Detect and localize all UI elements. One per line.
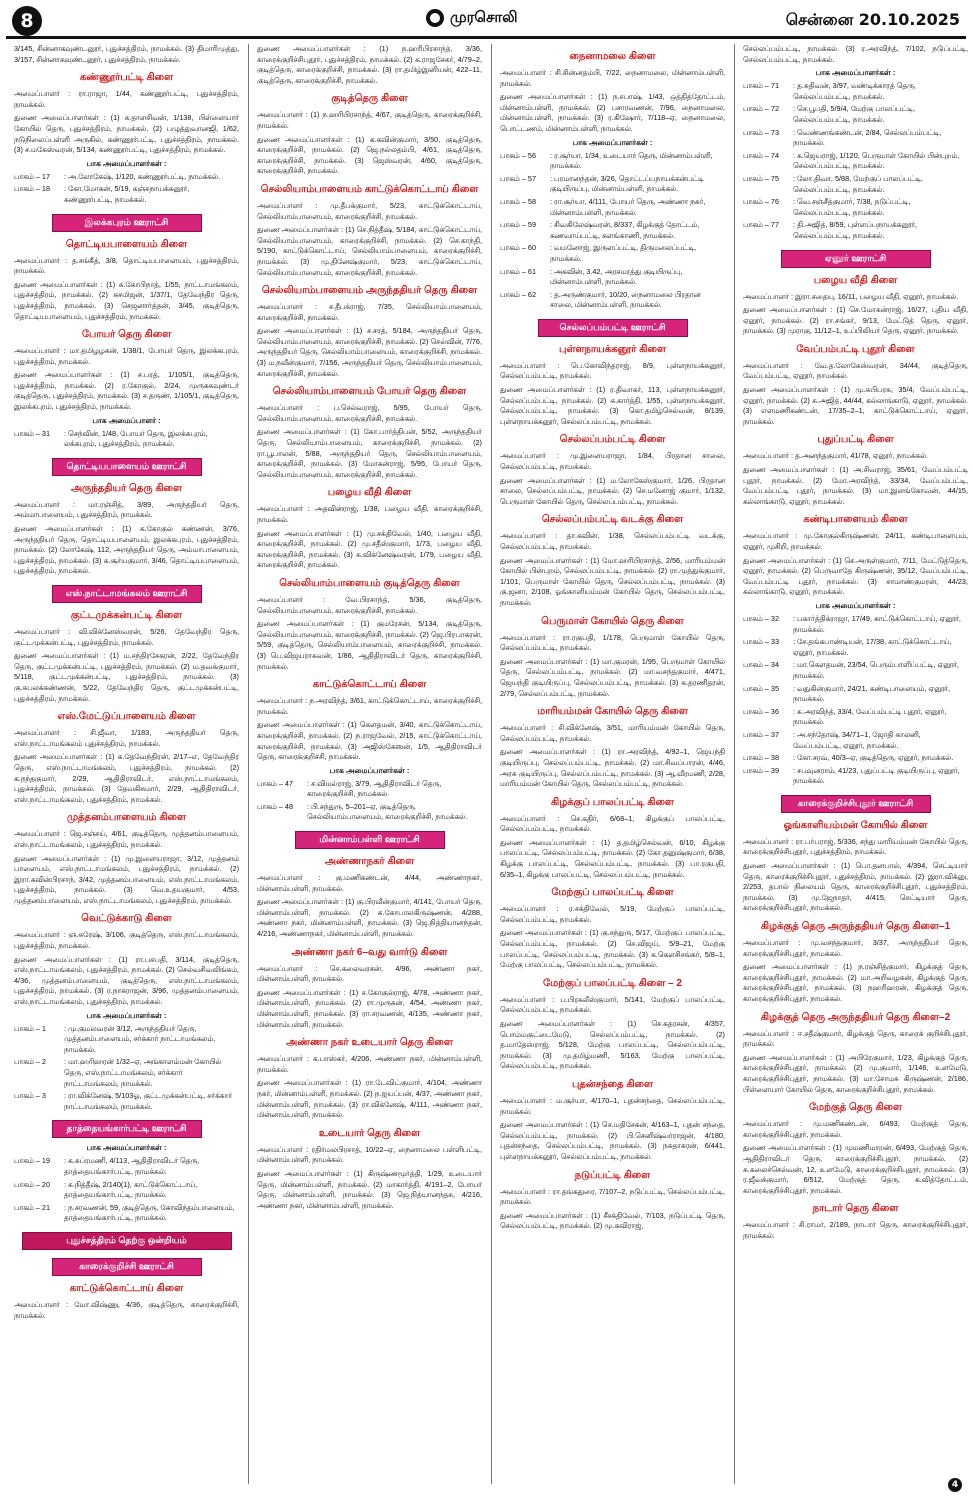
branch-title: செல்லப்பம்பட்டி கிளை	[559, 434, 666, 446]
organiser: அமைப்பாளர் : தா.கவின், 1/38, செல்லப்பம்பட்டி வடக்கு, செல்லப்பம்பட்டி, நாமக்கல்.	[500, 531, 725, 551]
deputy-organisers: துணை அமைப்பாளர்கள் : (1) மோ.ஹரிபிரசாந்த், 2/56, மாரியம்மன் கோயில் பின்புறம், செல்லப்பம்பட்டி, நாமக்கல். (2) ரா.முத்துக்குமார், 1/101, பெருமாள் கோயில் தெரு, செல்லப்பம்பட்டி, நாமக்கல். (3) கு.ஜனா, 2/108, ஓங்காளியம்மன் கோயில் தெரு, செல்லப்பம்பட்டி, நாமக்கல்.	[500, 555, 725, 607]
branch-title: கண்டிபாளையம் கிளை	[803, 514, 908, 526]
panchayat-heading: ஏனூர் ஊராட்சி	[781, 250, 931, 268]
booth-heading: பாக அமைப்பாளர்கள் :	[572, 137, 653, 147]
booth-heading: பாக அமைப்பாளர்கள் :	[815, 600, 896, 610]
continued-text: துணை அமைப்பாளர்கள் : (1) ந.ஹரிபிரசாந்த், 3/36, காரைக்குறிச்சிபுதூர், புதுச்சத்திரம், நாமக்கல். (2) க.ராஜசேகர், 4/79–2, குடித்தெரு, காரைக்குறிச்சி, நாமக்கல். (3) ரா.தமிழ்இனியன், 422–11, குடித்தெரு, காரைக்குறிச்சி, நாமக்கல்.	[257, 44, 482, 85]
branch-title: காட்டுக்கொட்டாய் கிளை	[69, 1282, 184, 1294]
deputy-organisers: துணை அமைப்பாளர்கள் : (1) த.தமிழ்செல்வன், 6/10, கிழக்கு பாலப்பட்டி, செல்லப்பம்பட்டி, நாமக்கல். (2) கோ.தனுஷ்குமார், 6/38, கிழக்கு பாலப்பட்டி, செல்லப்பம்பட்டி, நாமக்கல். (3) பா.ரகுபதி, 6/35–1, கிழக்கு பாலப்பட்டி, செல்லப்பம்பட்டி, நாமக்கல்.	[500, 837, 725, 879]
booth-row: பாகம் – 17 : அ.லோகேஷ், 1/120, கண்ணூர்பட்டி, நாமக்கல்.	[14, 171, 221, 181]
deputy-organisers: துணை அமைப்பாளர்கள் : (1) க.கோகுல் கண்ணன், 3/76, அருந்ததியர் தெரு, தொட்டியபாளையம், இலக்கபுரம், புதுச்சத்திரம், நாமக்கல். (2) லோகேஷ், 112, அருந்ததியர் தெரு, அம்மாபாளையம், புதுச்சத்திரம், நாமக்கல். (3) க.சூர்யகுமார், 3/46, தொட்டியபாளையம், புதுச்சத்திரம், நாமக்கல்.	[14, 524, 239, 576]
organiser: அமைப்பாளர் : மா.ரஞ்சித், 3/89, அருந்ததியர் தெரு, அம்மாபாளையம், புதுச்சத்திரம், நாமக்கல்.	[14, 499, 239, 520]
organiser: அமைப்பாளர் : த.சங்கீத், 3/8, தொட்டியபாளையம், புதுச்சத்திரம், நாமக்கல்.	[14, 255, 239, 276]
deputy-organisers: துணை அமைப்பாளர்கள் : (1) அ.சிவராஜ், 35/61, வேப்பம்பட்டி புதூர், நாமக்கல். (2) மோ.அரவிந்த், 33/34, வேப்பம்பட்டி, வேப்பம்பட்டி புதூர், நாமக்கல். (3) மா.இளங்கோவன், 44/15, கல்லாங்காடு, ஏனூர், நாமக்கல்.	[743, 465, 968, 506]
branch-title: செல்லியாம்பாளையம் குடித்தெரு கிளை	[279, 577, 460, 589]
booth-row: பாகம் – 47 : ச.விமல்ராஜ், 3/79, ஆதிதிராவிடர் தெரு, காரைக்குறிச்சி, நாமக்கல்.	[257, 778, 442, 799]
booth-row: பாகம் – 1 : மு.குமலவரன் 3/12, அருந்ததியர் தெரு, முத்தனம்பாளையம், சர்க்கார் நாட்டாமங்கலம், நாமக்கல்.	[14, 1023, 216, 1054]
deputy-organisers: துணை அமைப்பாளர்கள் : (1) பொ.தனபால், 4/394, செட்டியார் தெரு, காரைக்குறிச்சிபுதூர், புதுச்சத்திரம், நாமக்கல். (2) இரா.விக்னு, 2/253, தபால் நிலையம் தெரு, காரைக்குறிச்சிபுதூர், புதுச்சத்திரம், நாமக்கல். (3) மு.ஜேநாதர், 4/415, செட்டியார் தெரு, காரைக்குறிச்சிபுதூர், நாமக்கல்.	[743, 861, 968, 913]
booth-row: பாகம் – 59 : சிவகிலேஷ்வரன், 8/337, கிழக்குத் தோட்டம், கணவாய்பட்டி, களங்காணி, நாமக்கல்.	[500, 220, 700, 240]
deputy-organisers: துணை அமைப்பாளர்கள் : (1) சீசக்திவேல், 7/103, நடுப்பட்டி தெரு, செல்லப்பம்பட்டி, நாமக்கல். (2) மு.கவிராஜ்,	[500, 1210, 725, 1231]
panchayat-heading: செல்லப்பம்பட்டி ஊராட்சி	[538, 319, 688, 337]
sun-logo-icon	[426, 9, 444, 27]
booth-row: பாகம் – 73 : வெண்ணங்கண்டன், 2/84, செல்லப்பம்பட்டி, நாமக்கல்.	[743, 127, 942, 148]
deputy-organisers: துணை அமைப்பாளர்கள் : (1) செ.அருள்குமார், 7/11, மேட்டுத்தெரு, ஏனூர், நாமக்கல். (2) பெருவாதே கிருஷ்ணன், 35/12, வேப்பம்பட்டி, வேப்பம்பட்டி புதூர், நாமக்கல். (3) சாமாண்குமரன், 44/23, கல்லாங்காடு, ஏனூர், நாமக்கல்.	[743, 555, 968, 597]
deputy-organisers: துணை அமைப்பாளர்கள் : (1) ரா.டேவிட்குமார், 4/104, அண்ணா நகர், மின்னாம்பள்ளி, நாமக்கல். (2) ந.ஐயப்பன், 4/37, அண்ணா நகர், மின்னாம்பள்ளி, நாமக்கல். (3) ரா.விக்னேஷ், 4/111, அண்ணா நகர், மின்னாம்பள்ளி, நாமக்கல்.	[257, 1078, 482, 1120]
organiser: அமைப்பாளர் : ப.செல்வராஜ், 5/95, போயர் தெரு, செல்லியாம்பாளையம், காரைக்குறிச்சி, நாமக்கல்.	[257, 403, 482, 423]
organiser: அமைப்பாளர் : த.அனந்தகுமார், 41/78, ஏனூர், நாமக்கல்.	[743, 451, 929, 461]
branch-title: மேற்குப் பாலப்பட்டி கிளை	[551, 887, 674, 899]
organiser: அமைப்பாளர் : செ.கதிர், 6/68–1, கிழக்குப் பாலப்பட்டி, செல்லப்பம்பட்டி, நாமக்கல்.	[500, 813, 725, 834]
branch-title: செல்லியாம்பாளையம் காட்டுக்கொட்டாய் கிளை	[260, 183, 479, 195]
branch-title: நைனாமலை கிளை	[569, 51, 656, 62]
branch-title: அண்ணா நகர் 6–வது வார்டு கிளை	[291, 946, 448, 958]
deputy-organisers: துணை அமைப்பாளர்கள் : (1) கு.பிரவீன்குமார், 4/141, போயர் தெரு, மின்னாம்பள்ளி, நாமக்கல். (2) சு.கோபாலகிருஷ்ணன், 4/288, அண்ணா நகர், மின்னாம்பள்ளி, நாமக்கல். (3) ஜெ.நித்தியானந்தன், 4/216, அண்ணாநகர், மின்னாம்பள்ளி, நாமக்கல்.	[257, 897, 482, 939]
branch-title: அண்ணாநகர் கிளை	[324, 856, 415, 868]
booth-row: பாகம் – 71 : த.சுதிவன், 3/97, வண்டிக்காரத் தெரு, செல்லப்பம்பட்டி, நாமக்கல்.	[743, 81, 916, 101]
deputy-organisers: துணை அமைப்பாளர்கள் : (1) கிருஷ்ணமூர்த்தி, 1/29, உடையார் தெரு, மின்னாம்பள்ளி, நாமக்கல். (2) மாகார்த்தி, 4/191–2, போயர் தெரு, மின்னாம்பள்ளி, நாமக்கல். (3) ஜெ.நித்யானந்தசு, 4/216, அண்ணா நகர், மின்னாம்பள்ளி, நாமக்கல்.	[257, 1168, 482, 1210]
organiser: அமைப்பாளர் : ப.பிரகலீஸ்குமார், 5/141, மேற்குப் பாலப்பட்டி, செல்லப்பம்பட்டி, நாமக்கல்.	[500, 994, 725, 1015]
organiser: அமைப்பாளர் : மு.இளையராஜா, 1/84, பிரதான சாலை, செல்லப்பம்பட்டி, நாமக்கல்.	[500, 451, 725, 472]
organiser: அமைப்பாளர் : வே.த.லோகேஸ்வரன், 34/44, குடித்தெரு, வேப்பம்பட்டி, ஏனூர், நாமக்கல்.	[743, 360, 968, 381]
column-divider	[491, 44, 492, 1484]
column-2	[253, 44, 486, 1484]
deputy-organisers: துணை அமைப்பாளர்கள் : (1) கு.சந்துரு, 5/17, மேற்குப் பாலப்பட்டி, செல்லப்பம்பட்டி, நாமக்கல். (2) செ.விஜய், 5/9–21, மேற்கு பாலப்பட்டி, செல்லப்பம்பட்டி, நாமக்கல். (3) க.கௌசிசங்கர், 5/8–1, மேற்கு பாலப்பட்டி, செல்லப்பம்பட்டி, நாமக்கல்.	[500, 928, 725, 970]
booth-row: பாகம் – 36 : சு.அரவிந்த், 33/4, வேப்பம்பட்டி புதூர், ஏனூர், நாமக்கல்.	[743, 706, 947, 727]
page-corner-number: 4	[948, 1478, 962, 1492]
booth-row: பாகம் – 2 : மா.ஹரிஹரன் 1/32–ஏ, அங்காளம்மன் கோயில் தெரு, எஸ்.நாட்டாமங்கலம், சர்க்கார் நாட்டாமங்கலம், நாமக்கல்.	[14, 1057, 222, 1088]
organiser: அமைப்பாளர் : மு.தீபக்குமார், 5/23, காட்டுக்கொட்டாய், செல்லியாம்பாளையம், காரைக்குறிச்சி, நாமக்கல்.	[257, 200, 482, 221]
deputy-organisers: துணை அமைப்பாளர்கள் : (1) ரா.பசபதி, 3/114, குடித்தெரு, எஸ்.நாட்டாமங்கலம், புதுச்சத்திரம், நாமக்கல். (2) செல்வசிவலிங்கம், 4/36, முத்தனம்பாளையம், குடித்தெரு, எஸ்.நாட்டாமங்கலம், புதுச்சத்திரம், நாமக்கல். (3) ர.நாகராஜன், 3/96, முத்தனம்பாளையம், எஸ்.நாட்டாமங்கலம், புதுச்சத்திரம், நாமக்கல்.	[14, 954, 239, 1007]
branch-title: குடித்தெரு கிளை	[331, 93, 408, 105]
branch-title: மாரியம்மன் கோயில் தெரு கிளை	[537, 706, 688, 718]
deputy-organisers: துணை அமைப்பாளர்கள் : (1) மு.இளையராஜா, 3/12, முத்தனம் பாளையம், எஸ்.நாட்டாமங்கலம், புதுச்சத்திரம், நாமக்கல். (2) இரா.கவின்பிரசாந், 3/42, முத்தனம்பாளையம், எஸ்.நாட்டாமங்கலம், புதுச்சத்திரம், நாமக்கல். (3) வெ.உதயகுமார், 4/53, முத்தனம்பாளையம், எஸ்.நாட்டாமங்கலம், புதுச்சத்திரம், நாமக்கல்.	[14, 853, 239, 905]
branch-title: கண்ணூர்பட்டி கிளை	[79, 72, 174, 84]
organiser: அமைப்பாளர் : அதவின்ராஜ், 1/38, பழைய வீதி, காரைக்குறிச்சி, நாமக்கல்.	[257, 504, 482, 524]
branch-title: உடையார் தெரு கிளை	[318, 1127, 421, 1139]
deputy-organisers: துணை அமைப்பாளர்கள் : (1) குமரேசன், 5/134, குடித்தெரு, செல்லியாம்பாளையம், காரைக்குறிச்சி, நாமக்கல். (2) ஜெ.பிரபாகரன், 5/59, குடித்தெரு, செல்லியாம்பாளையம், காரைக்குறிச்சி, நாமக்கல். (3) பெ.விஜயராகவன், 1/86, ஆதிதிராவிடர் தெரு, காரைக்குறிச்சி, நாமக்கல்.	[257, 619, 482, 671]
booth-row: பாகம் – 75 : லோ.திவா, 5/88, மேற்குப் பாலப்பட்டி, செல்லப்பம்பட்டி, நாமக்கல்.	[743, 173, 923, 194]
deputy-organisers: துணை அமைப்பாளர்கள் : (1) க.கவின்குமார், 3/50, குடித்தெரு, காரைக்குறிச்சி, நாமக்கல். (2) ஜெ.நல்லதம்பி, 4/61, குடித்தெரு, காரைக்குறிச்சி, நாமக்கல். (3) ஜெஸ்வரன், 4/60, குடித்தெரு, காரைக்குறிச்சி, நாமக்கல்.	[257, 134, 482, 176]
booth-row: பாகம் – 60 : வமனோஜ், இருளப்பட்டி, திருமலைப்பட்டி, நாமக்கல்.	[500, 243, 697, 263]
organiser: அமைப்பாளர் : (1) ந.ஹரிபிரசாந்த், 4/67, குடித்தெரு, காரைக்குறிச்சி, நாமக்கல்.	[257, 110, 482, 130]
union-heading: புதுச்சத்திரம் தெற்கு ஒன்றியம்	[22, 1232, 232, 1250]
booth-row: பாகம் – 62 : த.அருண்குமார், 10/20, நைனாமலை பிரதான சாலை, மின்னாம்பள்ளி, நாமக்கல்.	[500, 289, 701, 310]
organiser: அமைப்பாளர் : கு.மணிகண்டன், 4/44, அண்ணாநகர், மின்னாம்பள்ளி, நாமக்கல்.	[257, 873, 482, 893]
branch-title: அண்ணா நகர் உடையார் தெரு கிளை	[286, 1037, 453, 1049]
organiser: அமைப்பாளர் : ரா.ரகுபதி, 1/178, பெருமாள் கோயில் தெரு, செல்லப்பம்பட்டி, நாமக்கல்.	[500, 632, 725, 653]
branch-title: மேற்குப் பாலப்பட்டி கிளை – 2	[543, 977, 682, 989]
deputy-organisers: துணை அமைப்பாளர்கள் : (1) க.கோபிநாத், 1/55, நாட்டாமங்கலம், புதுச்சத்திரம், நாமக்கல். (2) சுசமிஜன், 1/37/1, தேவேந்திர தெரு, புதுச்சத்திரம், நாமக்கல். (3) செஜனார்த்தன், 3/45, குடித்தெரு, தொட்டியபாளையம், புதுச்சத்திரம், நாமக்கல்.	[14, 279, 239, 321]
panchayat-heading: காரைக்குறிச்சி ஊராட்சி	[52, 1258, 202, 1276]
organiser: அமைப்பாளர் : ரா.பர்பராஜ், 5/336, சந்து மாரியம்மன் கோயில் தெரு, காரைக்குறிச்சிபுதூர், புதுச்சத்திரம், நாமக்கல்.	[743, 836, 968, 857]
organiser: அமைப்பாளர் : இரா.சதையு, 16/11, பழைய வீதி, ஏனூர், நாமக்கல்.	[743, 291, 959, 301]
organiser: அமைப்பாளர் : வே.பிரசாந்த், 5/36, குடித்தெரு, செல்லியாம்பாளையம், காரைக்குறிச்சி, நாமக்கல்.	[257, 594, 482, 615]
branch-title: வேப்பம்பட்டி புதூர் கிளை	[796, 343, 915, 355]
continued-text: 3/145, சின்னாகவுண்டனூர், புதுச்சத்திரம், நாமக்கல். (3) திமாரிமுத்து, 3/157, சின்னாகவுண்டனூர், புதுச்சத்திரம், நாமக்கல்.	[14, 44, 239, 64]
booth-heading: பாக அமைப்பாளர் :	[92, 415, 161, 425]
deputy-organisers: துணை அமைப்பாளர்கள் : (1) ரா.அரவிந்த், 4/92–1, ஜெயந்தி குடியிருப்பு, செல்லப்பம்பட்டி, நாமக்கல். (2) மா.சிவப்பாரன், 4/46, அரசு குடியிருப்பு, செல்லப்பம்பட்டி, நாமக்கல். (3) ஆ.வீரமணி, 2/28, மாரியம்மன் கோயில் தெரு, செல்லப்பம்பட்டி, நாமக்கல்.	[500, 747, 725, 789]
branch-title: பழைய வீதி கிளை	[327, 487, 412, 499]
deputy-organisers: துணை அமைப்பாளர்கள் : (1) ந.சபாஷ், 1/43, ஒத்தித்தோட்டம், மின்னாம்பள்ளி, நாமக்கல். (2) பசாரவணன், 7/96, நைனாமலை, மின்னாம்பள்ளி, நாமக்கல். (3) ர.கிஷோர், 7/118–ஏ, நைனாமலை, பொட்டணம், மின்னாம்பள்ளி, நாமக்கல்.	[500, 92, 725, 133]
organiser: அமைப்பாளர் : சி.சின்னதம்பி, 7/22, நைனாமலை, மின்னாம்பள்ளி, நாமக்கல்.	[500, 68, 725, 88]
branch-title: எஸ்.மேட்டுப்பாளையம் கிளை	[57, 711, 196, 723]
deputy-organisers: துணை அமைப்பாளர்கள் : (1) ர.திவாகர், 113, புள்ளநாயக்கனூர், செல்லப்பம்பட்டி, நாமக்கல். (2) சு.கார்த்தி, 1/55, புள்ளநாயக்கனூர், செல்லப்பம்பட்டி, நாமக்கல். (3) கொ.தமிழ்செல்வன், 8/139, புள்ளநாயக்கனூர், செல்லப்பம்பட்டி, நாமக்கல்.	[500, 385, 725, 426]
panchayat-heading: காரைக்குறிச்சிபுதூர் ஊராட்சி	[781, 795, 931, 813]
organiser: அமைப்பாளர் : ந.அரவிந்த், 3/61, காட்டுக்கொட்டாய், காரைக்குறிச்சி, நாமக்கல்.	[257, 696, 482, 716]
organiser: அமைப்பாளர் : ரா.ராஜா, 1/44, கண்ணூர்பட்டி, புதுச்சத்திரம், நாமக்கல்.	[14, 89, 239, 109]
branch-title: வெட்டுக்காடு கிளை	[81, 913, 172, 925]
booth-heading: பாக அமைப்பாளர்கள் :	[86, 1010, 167, 1020]
column-divider	[248, 44, 249, 1484]
booth-heading: பாக அமைப்பாளர்கள் :	[86, 158, 167, 168]
column-3	[496, 44, 729, 1484]
branch-title: நாடார் தெரு கிளை	[812, 1203, 899, 1215]
organiser: அமைப்பாளர் : ம.சூர்யா, 4/170–1, புதன்சந்தை, செல்லப்பம்பட்டி, நாமக்கல்.	[500, 1095, 725, 1116]
organiser: அமைப்பாளர் : மா.தமிழழகன், 1/38/1, போயர் தெரு, இலக்கபுரம், புதுச்சத்திரம், நாமக்கல்.	[14, 346, 239, 366]
booth-row: பாகம் – 3 : ரா.விக்னேஷ், 5/103ஓ, குட்டமுக்கன்பட்டி, சர்க்கார் நாட்டாமங்கலம், நாமக்கல்.	[14, 1091, 233, 1111]
deputy-organisers: துணை அமைப்பாளர்கள் : (1) மா.குமரன், 1/95, பெருமாள் கோயில் தெரு, செல்லப்பம்பட்டி, நாமக்கல். (2) மா.வசந்தகுமார், 4/471, ஜெயந்தி குடியிருப்பு, செல்லப்பம்பட்டி, நாமக்கல். (3) க.தரணிதரன், 2/79, செல்லப்பம்பட்டி, நாமக்கல்.	[500, 656, 725, 698]
deputy-organisers: துணை அமைப்பாளர்கள் : (1) செ.மோகன்ராஜ், 16/27, புதிய வீதி, ஏனூர், நாமக்கல். (2) ரா.சங்கர், 9/13, மேட்டுத் தெரு, ஏனூர், நாமக்கல். (3) முராகு, 11/12–1, உப்பிலியர் தெரு, ஏனூர், நாமக்கல்.	[743, 305, 968, 336]
branch-title: புள்ளநாயக்கனூர் கிளை	[559, 343, 666, 355]
organiser: அமைப்பாளர் : ஜெ.சஞ்சய், 4/61, குடித்தெரு, முத்தனம்பாளையம், எஸ்.நாட்டாமங்கலம், புதுச்சத்திரம், நாமக்கல்.	[14, 829, 239, 849]
deputy-organisers: துணை அமைப்பாளர்கள் : (1) ம.சந்திரசேகரன், 2/22, தேவேந்திர தெரு, குட்டமுக்கன்பட்டி, புதுச்சத்திரம், நாமக்கல். (2) ம.தவக்குமார், 5/118, குட்டமுக்கன்பட்டி, புதுச்சத்திரம், நாமக்கல். (3) கு.சுபலக்கண்ணன், 5/22, தேவேந்திர தெரு, குட்டமுக்கன்பட்டி, புதுச்சத்திரம், நாமக்கல்.	[14, 651, 239, 703]
booth-row: பாகம் – 56 : ர.சூர்யா, 1/34, உடையார் தெரு, மின்னாம்பள்ளி, நாமக்கல்.	[500, 150, 713, 171]
masthead	[426, 8, 518, 28]
branch-title: கிழக்குப் பாலப்பட்டி கிளை	[551, 796, 674, 808]
organiser: அமைப்பாளர் : வி.விக்னேஸ்வரன், 5/26, தேவேந்திர தெரு, குட்டமுக்கன்பட்டி, புதுச்சத்திரம், நாமக்கல்.	[14, 627, 239, 647]
paper-name: முரசொலி	[450, 8, 518, 26]
deputy-organisers: துணை அமைப்பாளர்கள் : (1) மு.சுபிபரசு, 35/4, வேப்பம்பட்டி, ஏனூர், நாமக்கல். (2) சு.அஜித், 44/44, கல்லாங்காடு, ஏனூர், நாமக்கல். (3) எளமணிகண்டன், 17/35–2–1, காட்டுக்கொட்டாய், ஏனூர், நாமக்கல்.	[743, 385, 968, 426]
page-number: 8	[12, 6, 42, 36]
organiser: அமைப்பாளர் : சி.ராமர், 2/189, நாடார் தெரு, காரைக்குறிச்சிபுதூர், நாமக்கல்.	[743, 1220, 968, 1240]
deputy-organisers: துணை அமைப்பாளர்கள் : (1) அபிரேகுமார், 1/23, கிழக்குத் தெரு, காரைக்குறிச்சிபுதூர், நாமக்கல். (2) மு.குமார், 1/146, உளமேடு, காரைக்குறிச்சிபுதூர், நாமக்கல். (3) மா.சோமசு கிருஷ்ணன், 2/186, பிள்ளையார் கோயில் தெரு, காரைக்குறிச்சிபுதூர், நாமக்கல்.	[743, 1052, 968, 1094]
organiser: அமைப்பாளர் : ஞ.சுரேஷ், 3/106, குடித்தெரு, எஸ்.நாட்டாமங்கலம், புதுச்சத்திரம், நாமக்கல்.	[14, 930, 239, 951]
organiser: அமைப்பாளர் : மு.மணிகண்டன், 6/493, மேற்குத் தெரு, காரைக்குறிச்சிபுதூர், நாமக்கல்.	[743, 1119, 968, 1139]
booth-heading: பாக அமைப்பாளர்கள் :	[86, 1143, 167, 1153]
deputy-organisers: துணை அமைப்பாளர்கள் : (1) ம.லோகேஸ்குமார், 1/26, பிரதான சாலை, செல்லப்பம்பட்டி, நாமக்கல். (2) செ.மனோஜ் குமார், 1/132, பெருமாள் கோயில் தெரு, செல்லப்பம்பட்டி, நாமக்கல்.	[500, 475, 725, 506]
deputy-organisers: துணை அமைப்பாளர்கள் : (1) முமணிமாறன், 6/493, மேற்குத் தெரு, ஆதிதிராவிடர் தெரு, காரைக்குறிச்சிபுதூர், நாமக்கல். (2) க.கலைச்செல்வன், 12, உளமேடு, காரைக்குறிச்சிபுதூர், நாமக்கல். (3) ர.ஜீவக்குமார், 6/512, மேற்குத் தெரு, க.வித்தோட்டம், காரைக்குறிச்சிபுதூர், நாமக்கல்.	[743, 1143, 968, 1195]
deputy-organisers: துணை அமைப்பாளர்கள் : (1) செ.நித்தீஷ், 5/184, காட்டுக்கொட்டாய், செல்லியாம்பாளையம், காரைக்குறிச்சி, நாமக்கல். (2) செ.காந்தி, 5/190, காட்டுக்கொட்டாய், செல்லியாம்பாளையம், காரைக்குறிச்சி, நாமக்கல். (3) மு.தினேஷ்குமார், 5/23, காட்டுக்கொட்டாய், செல்லியாம்பாளையம், காரைக்குறிச்சி, நாமக்கல்.	[257, 225, 482, 277]
deputy-organisers: துணை அமைப்பாளர்கள் : (1) ச.கோகுல்ராஜ், 4/78, அண்ணா நகர், மின்னாம்பள்ளி, நாமக்கல். (2) ரா.முருகன், 4/54, அண்ணா நகர், மின்னாம்பள்ளி, நாமக்கல். (3) ரா.சரவணன், 4/135, அண்ணா நகர், மின்னாம்பள்ளி, நாமக்கல்.	[257, 987, 482, 1029]
booth-row: பாகம் – 33 : சே.தங்கபாண்டியன், 17/38, காட்டுக்கொட்டாய், ஏனூர், நாமக்கல்.	[743, 637, 952, 657]
booth-row: பாகம் – 61 : அகவின், 3.42, அரசமரத்து குடியிருப்பு, மின்னாம்பள்ளி, நாமக்கல்.	[500, 266, 683, 287]
booth-row: பாகம் – 32 : பகார்த்திக்ராஜா, 17/49, காட்டுக்கொட்டாய், ஏனூர், நாமக்கல்.	[743, 613, 961, 634]
organiser: அமைப்பாளர் : மு.வசந்தகுமார், 3/37, அருந்ததியர் தெரு, காரைக்குறிச்சிபுதூர், நாமக்கல்.	[743, 938, 968, 958]
booth-heading: பாக அமைப்பாளர்கள் :	[329, 765, 410, 775]
branch-title: பெருமாள் கோயில் தெரு கிளை	[541, 615, 684, 627]
branch-title: தொட்டியபாளையம் கிளை	[65, 238, 188, 250]
continued-text: செல்லப்பம்பட்டி, நாமக்கல். (3) ர.அரவிந்த், 7/102, நடுப்பட்டி, செல்லப்பம்பட்டி, நாமக்கல்.	[743, 44, 968, 64]
booth-row: பாகம் – 21 : ந.சரவணன், 59, குடித்தெரு, கோவிந்தம்பாளையம், தாத்தையங்கார்பட்டி, நாமக்கல்.	[14, 1202, 235, 1223]
branch-title: செல்லியாம்பாளையம் போயர் தெரு கிளை	[272, 386, 467, 398]
organiser: அமைப்பாளர் : ர.சக்திவேல், 5/19, மேற்குப் பாலப்பட்டி, செல்லப்பம்பட்டி, நாமக்கல்.	[500, 904, 725, 924]
panchayat-heading: மின்னாம்பள்ளி ஊராட்சி	[295, 831, 445, 849]
column-divider	[734, 44, 735, 1484]
booth-row: பாகம் – 35 : வதுகின்குமார், 24/21, கண்டிபாளையம், ஏனூர், நாமக்கல்.	[743, 683, 950, 704]
booth-row: பாகம் – 37 : அ.சந்தோஷ், 34/71–1, ஜோதி காலனி, வேப்பம்பட்டி, ஏனூர், நாமக்கல்.	[743, 729, 921, 750]
header-rule	[6, 36, 966, 39]
deputy-organisers: துணை அமைப்பாளர்கள் : (1) ச.பரத், 1/105/1, குடித்தெரு, புதுச்சத்திரம், நாமக்கல். (2) ர.கோகுல், 2/24, முருககவுண்டர் குடித்தெரு, புதுச்சத்திரம், நாமக்கல். (3) ச.தருண், 1/105/1, குடித்தெரு, இலக்கபுரம், புதுச்சத்திரம், நாமக்கல்.	[14, 370, 239, 412]
booth-row: பாகம் – 34 : மா.கௌதமன், 23/54, பெரும்பாளிப்பட்டி, ஏனூர், நாமக்கல்.	[743, 660, 959, 680]
booth-row: பாகம் – 18 : கோ.மோகன், 5/19, கஞ்சநாயக்கனூர், கண்ணூர்பட்டி, நாமக்கல்.	[14, 184, 190, 204]
deputy-organisers: துணை அமைப்பாளர்கள் : (1) ந.ரஞ்சித்குமார், கிழக்குத் தெரு, காரைக்குறிச்சிபுதூர், நாமக்கல். (2) மா.அறிவழகன், கிழக்குத் தெரு, காரைக்குறிச்சிபுதூர், நாமக்கல். (3) நஹரிஹரன், கிழக்குத் தெரு, காரைக்குறிச்சிபுதூர், நாமக்கல்.	[743, 962, 968, 1003]
branch-title: கிழக்குத் தெரு அருந்ததியர் தெரு கிளை–1	[760, 921, 951, 933]
branch-title: நடுப்பட்டி கிளை	[574, 1169, 651, 1181]
booth-row: பாகம் – 48 : பி.சந்துரு, 5–201–ஏ, குடித்தெரு, செல்லியாம்பாளையம், காரைக்குறிச்சி, நாமக்கல்.	[257, 801, 468, 822]
booth-row: பாகம் – 72 : செ.பூபதி, 5/9/4, மேற்கு பாலப்பட்டி, செல்லப்பம்பட்டி, நாமக்கல்.	[743, 104, 916, 124]
organiser: அமைப்பாளர் : சி.ஜீவா, 1/183, அருந்ததியர் தெரு, எஸ்.நாட்டாமங்கலம் புதுச்சத்திரம், நாமக்கல்.	[14, 728, 239, 748]
organiser: அமைப்பாளர் : செ.கலைவரசன், 4/96, அண்ணா நகர், மின்னாம்பள்ளி, நாமக்கல்.	[257, 963, 482, 984]
booth-row: பாகம் – 31 : செந்வின், 1/48, போயர் தெரு, இலக்கபுரம், லக்கபுரம், புதுச்சத்திரம், நாமக்கல்.	[14, 428, 208, 449]
deputy-organisers: துணை அமைப்பாளர்கள் : (1) ச.சரத், 5/184, அருந்ததியர் தெரு, செல்லியாம்பாளையம், காரைக்குறிச்சி, நாமக்கல். (2) செல்வின், 7/76, அருந்ததியர் தெரு, செல்லியாம்பாளையம், காரைக்குறிச்சி, நாமக்கல். (3) ம.நவீன்குமார், 7/156, அருந்ததியர் தெரு, செல்லியாம்பாளையம், காரைக்குறிச்சி, நாமக்கல்.	[257, 326, 482, 378]
column-4	[739, 44, 972, 1484]
branch-title: போயர் தெரு கிளை	[81, 329, 172, 341]
booth-row: பாகம் – 38 : கோ.சரவ், 40/3–ஏ, குடித்தெரு, ஏனூர், நாமக்கல்.	[743, 753, 954, 763]
organiser: அமைப்பாளர் : க.பாஸ்கர், 4/206, அண்ணா நகர், மின்னாம்பள்ளி, நாமக்கல்.	[257, 1054, 482, 1074]
branch-title: ஓங்காளியம்மன் கோயில் கிளை	[783, 819, 928, 831]
organiser: அமைப்பாளர் : மோ.விஷ்ணு, 4/36, குடித்தெரு, காரைக்குறிச்சி, நாமக்கல்.	[14, 1299, 239, 1320]
booth-heading: பாக அமைப்பாளர்கள் :	[815, 68, 896, 78]
deputy-organisers: துணை அமைப்பாளர்கள் : (1) கோ.பார்த்திபன், 5/52, அருந்ததியர் தெரு, செல்லியாம்பாளையம், காரைக்குறிச்சி, நாமக்கல். (2) ரா.பூபாலன், 5/88, அருந்ததியர் தெரு, செல்லியாம்பாளையம், காரைக்குறிச்சி, நாமக்கல். (3) மோகன்ராஜ், 5/95, போயர் தெரு, செல்லியாம்பாளையம், காரைக்குறிச்சி, நாமக்கல்.	[257, 427, 482, 479]
branch-title: குட்டமுக்கன்பட்டி கிளை	[70, 610, 183, 621]
panchayat-heading: தாத்தையங்கார்பட்டி ஊராட்சி	[52, 1120, 202, 1138]
branch-title: மேற்குத் தெரு கிளை	[808, 1102, 903, 1114]
branch-title: புதுப்பட்டி கிளை	[817, 434, 894, 446]
organiser: அமைப்பாளர் : சி.விக்னேஷ், 3/51, மாரியம்மன் கோயில் தெரு, செல்லப்பம்பட்டி, நாமக்கல்.	[500, 723, 725, 743]
deputy-organisers: துணை அமைப்பாளர்கள் : (1) செ.கதரசன், 4/357, பொம்மகுட்டைமேடு, செல்லப்பம்பட்டி, நாமக்கல். (2) த.மாதேஸ்ராஜ், 5/128, மேற்கு பாலப்பட்டி, செல்லப்பம்பட்டி, நாமக்கல். (3) மு.தமிழ்மணி, 5/163, மேற்கு பாலப்பட்டி, செல்லப்பம்பட்டி, நாமக்கல்.	[500, 1019, 725, 1071]
page-header	[6, 4, 966, 40]
dateline: சென்னை 20.10.2025	[785, 10, 960, 29]
organiser: அமைப்பாளர் : ரா.தங்கதுரை, 7/107–2, நடுப்பட்டி, செல்லப்பம்பட்டி, நாமக்கல்.	[500, 1186, 725, 1207]
booth-row: பாகம் – 74 : க.ஜெயராஜ், 1/120, பெருமாள் கோயில் பின்புறம், செல்லப்பம்பட்டி, நாமக்கல்.	[743, 150, 960, 171]
booth-row: பாகம் – 39 : சபவுனராம், 41/23, புதுப்பட்டி குடியிருப்பு, ஏனூர், நாமக்கல்.	[743, 765, 960, 786]
organiser: அமைப்பாளர் : ஈ.சதீஷ்குமார், கிழக்குத் தெரு, காரைக் குறிச்சிபுதூர், நாமக்கல்.	[743, 1028, 968, 1049]
organiser: அமைப்பாளர் : மு.கோகுல்கிருஷ்ணன், 24/11, கண்டிபாளையம், ஏனூர், முசிறி, நாமக்கல்.	[743, 531, 968, 551]
branch-title: அருந்ததியர் தெரு கிளை	[70, 482, 183, 494]
panchayat-heading: இலக்கபுரம் ஊராட்சி	[52, 214, 202, 232]
booth-row: பாகம் – 20 : சு.நித்தீஷ், 2/140(1), காட்டுக்கொட்டாய், தாத்தையங்கார்பட்டி, நாமக்கல்.	[14, 1179, 198, 1200]
booth-row: பாகம் – 77 : தி.அஜித், 8/59, புள்ளப்பநாயக்கனூர், செல்லப்பம்பட்டி, நாமக்கல்.	[743, 220, 918, 240]
organiser: அமைப்பாளர் : ரதிர்மலபிரசாத், 10/22–ஏ, நைனாமலை பள்ளிபட்டி, மின்னாம்பள்ளி, நாமக்கல்.	[257, 1144, 482, 1165]
branch-title: முத்தனம்பாளையம் கிளை	[66, 812, 187, 824]
deputy-organisers: துணை அமைப்பாளர்கள் : (1) செ.மதிசேகன், 4/163–1, புதன் சந்தை, செல்லப்பம்பட்டி, நாமக்கல். (2) பி.செனிஷ்வர்ராஜன், 4/180, புதன்சந்தை, செல்லப்பம்பட்டி, நாமக்கல். (3) நசுதாகரன், 6/441, புள்ளநாயக்கனூர், செல்லப்பம்பட்டி, நாமக்கல்.	[500, 1120, 725, 1161]
booth-row: பாகம் – 19 : க.சுப்ரமணி, 4/113, ஆதிதிராவிடர் தெரு, தாத்தையங்கார்பட்டி, நாமக்கல்.	[14, 1156, 200, 1176]
booth-row: பாகம் – 57 : பரமானந்தன், 3/26, தொட்டப்பநாயக்கன்பட்டி குடியிருப்பு, மின்னாம்பள்ளி, நாமக்கல்.	[500, 173, 704, 194]
panchayat-heading: தொட்டியபாளையம் ஊராட்சி	[52, 458, 202, 476]
booth-row: பாகம் – 76 : வெ.சஞ்சீத்குமார், 7/38, நடுப்பட்டி, செல்லப்பம்பட்டி, நாமக்கல்.	[743, 197, 911, 217]
organiser: அமைப்பாளர் : ச.தீபக்ராஜ், 7/35, செல்லியாம்பாளையம், காரைக்குறிச்சி, நாமக்கல்.	[257, 302, 482, 322]
deputy-organisers: துணை அமைப்பாளர்கள் : (1) க.தாளசிவன், 1/138, பிள்ளையார் கோயில் தெரு, புதுச்சத்திரம், நாமக்கல். (2) பழுத்துவானஜி, 1/62, நடுநிலைப்பள்ளி அருகில், கண்ணூர்பட்டி, புதுச்சத்திரம், நாமக்கல். (3) ச.மகேஸ்வரன், 5/134, கண்ணூர்பட்டி, புதுச்சத்திரம், நாமக்கல்.	[14, 113, 239, 155]
organiser: அமைப்பாளர் : பெ.கோவிந்தராஜ், 8/9, புள்ளநாயக்கனூர், செல்லப்பம்பட்டி, நாமக்கல்.	[500, 360, 725, 381]
branch-title: புதன்சந்தை கிளை	[571, 1078, 654, 1090]
deputy-organisers: துணை அமைப்பாளர்கள் : (1) கௌதமன், 3/40, காட்டுக்கொட்டாய், காரைக்குறிச்சி, நாமக்கல். (2) ந.ராஜவேல், 2/15, காட்டுக்கொட்டாய், காரைக்குறிச்சி, நாமக்கல். (3) அஜிஸ்கேஸன், 1/5, ஆதிதிராவிடர் தெரு, காரைக்குறிச்சி, நாமக்கல்.	[257, 720, 482, 762]
branch-title: செல்லப்பம்பட்டி வடக்கு கிளை	[541, 514, 684, 526]
branch-title: செல்லியாம்பாளையம் அருந்ததியர் தெரு கிளை	[261, 285, 478, 297]
branch-title: கிழக்குத் தெரு அருந்ததியர் தெரு கிளை–2	[760, 1011, 951, 1023]
branch-title: பழைய வீதி கிளை	[813, 274, 898, 286]
branch-title: காட்டுக்கொட்டாய் கிளை	[312, 679, 427, 691]
panchayat-heading: எஸ்.நாட்டாமங்கலம் ஊராட்சி	[52, 585, 202, 603]
deputy-organisers: துணை அமைப்பாளர்கள் : (1) மு.சக்திவேல், 1/40, பழைய வீதி, காரைக்குறிச்சி, நாமக்கல். (2) மு.சதீஸ்குமார், 1/73, பழைய வீதி, காரைக்குறிச்சி, நாமக்கல். (3) சு.விக்னேஷ்வரன், 1/79, பழைய வீதி, காரைக்குறிச்சி, நாமக்கல்.	[257, 528, 482, 570]
booth-row: பாகம் – 58 : ரா.சூர்யா, 4/111, போயர் தெரு, அண்ணா நகர், மின்னாம்பள்ளி, நாமக்கல்.	[500, 196, 706, 217]
deputy-organisers: துணை அமைப்பாளர்கள் : (1) க.தேவேந்திரன், 2/17–எ, தேவேந்திர தெரு, எஸ்.நாட்டாமங்கலம், புதுச்சத்திரம், நாமக்கல். (2) க.நந்தகுமார், 2/29, ஆதிதிராவிடர், எஸ்.நாட்டாமங்கலம், புதுச்சத்திரம், நாமக்கல். (3) தேவகிசுமார், 2/29, ஆதிதிராவிடர், எஸ்.நாட்டாமங்கலம், புதுச்சத்திரம், நாமக்கல்.	[14, 752, 239, 804]
column-1	[10, 44, 243, 1484]
